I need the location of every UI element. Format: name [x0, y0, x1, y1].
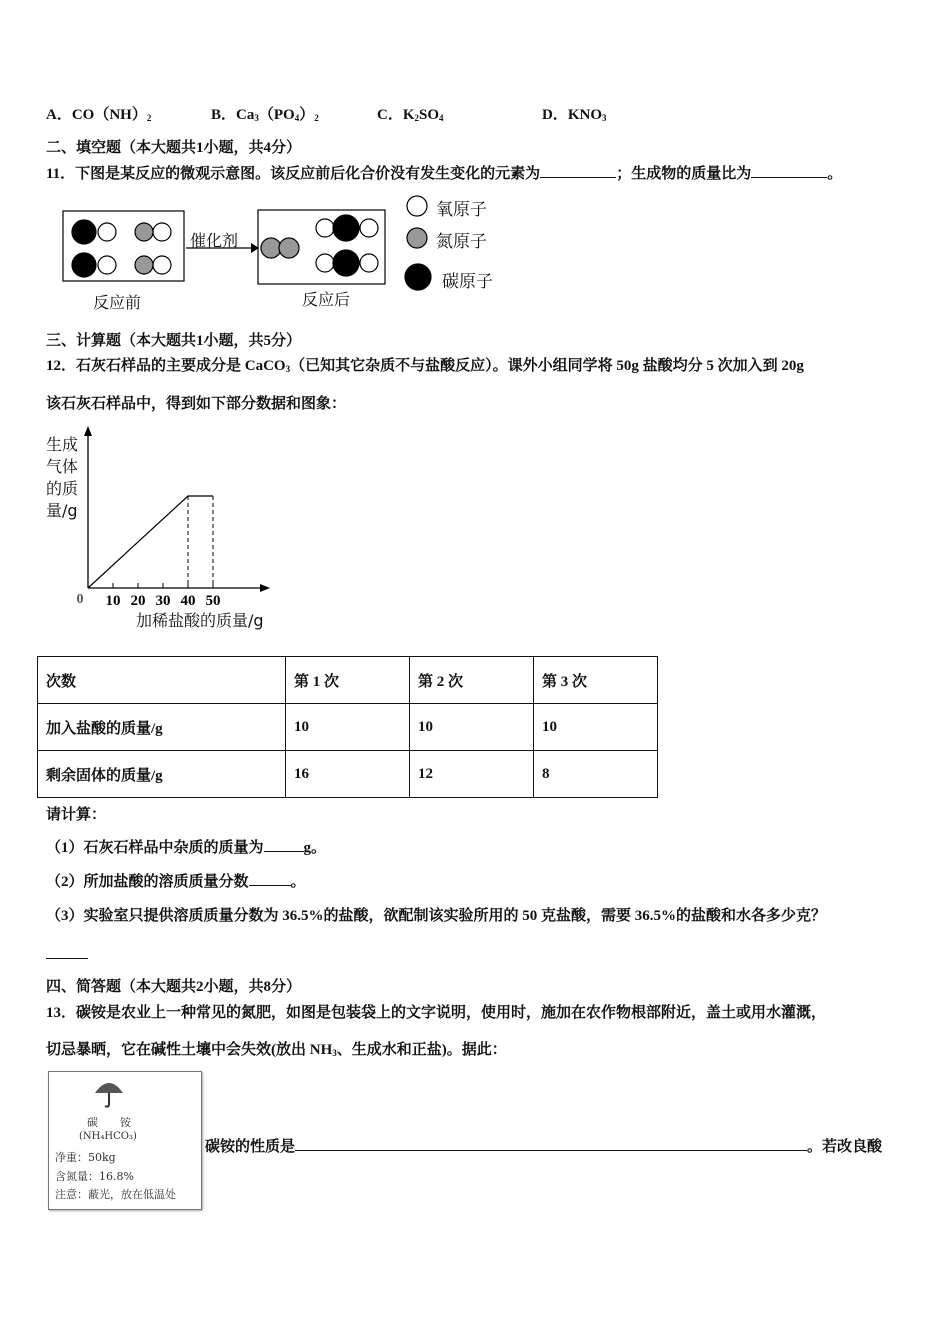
table-cell: 16: [286, 751, 410, 798]
q12-line1: 12．石灰石样品的主要成分是 CaCO$_3$（已知其它杂质不与盐酸反应）。课外小组同学将 50g 盐酸均分 5 次加入到 20g: [46, 358, 804, 374]
q11-text: 11．下图是某反应的微观示意图。该反应前后化合价没有发生变化的元素为 ；生成物的质量比为 。: [46, 162, 842, 183]
option-b: B．$Ca_3(PO_4)_2$: [211, 107, 319, 123]
legend-nitrogen: 氮原子: [436, 232, 487, 252]
sub-question-1: （1）石灰石样品中杂质的质量为 g。: [46, 836, 326, 857]
table-header: 第 3 次: [534, 657, 658, 704]
umbrella-icon: [93, 1077, 125, 1109]
label-note: 注意：蔽光，放在低温处: [55, 1188, 176, 1201]
y-label-line: 量/g: [46, 501, 78, 520]
data-line: [88, 496, 213, 588]
q13-line2: 切忌暴晒，它在碱性土壤中会失效(放出 $NH_3$、生成水和正盐)。据此：: [46, 1042, 507, 1058]
y-label-line: 生成: [46, 435, 79, 454]
q13-line1: 13．碳铵是农业上一种常见的氮肥，如图是包装袋上的文字说明，使用时，施加在农作物根部附近，盖土或用水灌溉，: [46, 1005, 827, 1021]
section4-heading: 四、简答题（本大题共2小题，共8分）: [46, 979, 302, 995]
fertilizer-label-image: [48, 1071, 202, 1210]
x-axis-label: 加稀盐酸的质量/g: [136, 611, 264, 630]
label-name: 碳 铵: [87, 1116, 131, 1129]
x-tick-label: 50: [205, 593, 221, 609]
table-cell: 加入盐酸的质量/g: [38, 704, 286, 751]
option-d: D．$KNO_3$: [542, 107, 607, 123]
label-formula: (NH₄HCO₃): [79, 1131, 137, 1142]
answer-line: [46, 958, 88, 959]
option-a: A．$CO(NH)_2$: [46, 107, 152, 123]
table-header: 次数: [38, 657, 286, 704]
section3-heading: 三、计算题（本大题共1小题，共5分）: [46, 333, 302, 349]
catalyst-label: 催化剂: [190, 231, 239, 250]
x-tick-label: 40: [180, 593, 196, 609]
after-label: 反应后: [302, 290, 351, 309]
option-c: C．$K_2SO_4$: [377, 107, 444, 123]
legend-carbon: 碳原子: [442, 272, 493, 292]
x-axis-arrow-icon: [260, 584, 270, 592]
x-tick-label: 20: [130, 593, 146, 609]
calc-prompt: 请计算：: [46, 807, 107, 823]
y-label-line: 的质: [46, 479, 79, 498]
label-nitrogen: 含氮量：16.8%: [55, 1170, 134, 1183]
legend-oxygen: 氧原子: [436, 200, 487, 220]
table-header-row: [38, 657, 658, 704]
section2-heading: 二、填空题（本大题共1小题，共4分）: [46, 140, 302, 156]
label-weight: 净重：50kg: [55, 1151, 116, 1164]
q13-line3: 碳铵的性质是 。若改良酸: [205, 1135, 882, 1156]
table-cell: 10: [286, 704, 410, 751]
q10-options: [46, 103, 607, 124]
table-cell: 剩余固体的质量/g: [38, 751, 286, 798]
table-cell: 12: [410, 751, 534, 798]
before-label: 反应前: [93, 293, 142, 312]
sub-question-2: （2）所加盐酸的溶质质量分数 。: [46, 870, 306, 891]
x-tick-label: 30: [155, 593, 171, 609]
y-label-line: 气体: [46, 457, 79, 476]
table-cell: 8: [534, 751, 658, 798]
table-cell: 10: [410, 704, 534, 751]
table-header: 第 2 次: [410, 657, 534, 704]
table-row: [38, 751, 658, 798]
sub-question-3: （3）实验室只提供溶质质量分数为 36.5%的盐酸，欲配制该实验所用的 50 克盐酸，需要 36.5%的盐酸和水各多少克？: [46, 908, 827, 924]
table-row: [38, 704, 658, 751]
y-axis-arrow-icon: [84, 426, 92, 436]
data-table: [37, 656, 658, 798]
y-axis-label: [46, 434, 78, 522]
x-tick-label: 10: [105, 593, 121, 609]
origin-label: 0: [76, 592, 84, 607]
table-cell: 10: [534, 704, 658, 751]
q12-line2: 该石灰石样品中，得到如下部分数据和图象：: [46, 396, 347, 412]
table-header: 第 1 次: [286, 657, 410, 704]
